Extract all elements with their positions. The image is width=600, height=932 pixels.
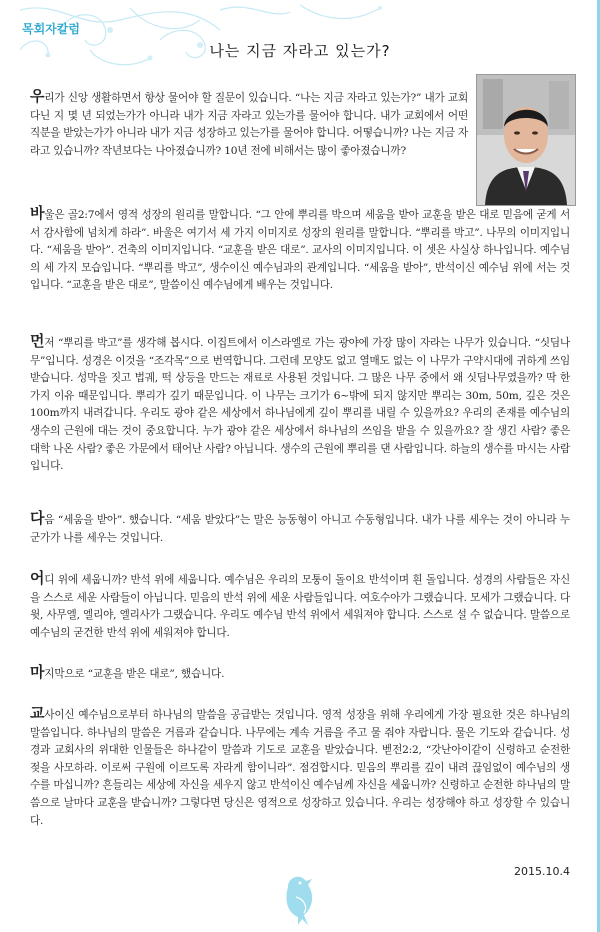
drop-cap: 어 [30, 569, 45, 587]
paragraph-1 [30, 88, 468, 160]
paragraph-text: 음 “세움을 받아”. 했습니다. “세움 받았다”는 말은 능동형이 아니고 수동형입니다. 내가 나를 세우는 것이 아니라 누군가가 나를 세우는 것입니다. [30, 514, 570, 544]
drop-cap: 바 [30, 204, 45, 222]
portrait-image [477, 75, 575, 205]
pastor-photo [476, 74, 576, 206]
paragraph-text: 지막으로 “교훈을 받은 대로”, 했습니다. [44, 668, 225, 680]
drop-cap: 다 [30, 509, 45, 527]
drop-cap: 우 [30, 87, 45, 105]
bird-icon [274, 867, 328, 927]
paragraph-text: 사이신 예수님으로부터 하나님의 말씀을 공급받는 것입니다. 영적 성장을 위해 우리에게 가장 필요한 것은 하나님의 말씀입니다. 하나님의 말씀은 거름과 같습니다. 나무에는 계속 거름을 주고 물 줘야 자랍니다. 물은 기도와 같습니다. 성경과 교회사의 위대한 인물들은 하나같이 말씀과 기도로 교훈을 받았습니다. 벧전2:2, “갓난아이같이 신령하고 순전한 젖을 사모하라. 이로써 구원에 이르도록 자라게 함이니라”. 점검합시다. 믿음의 뿌리를 깊이 내려 끊임없이 예수님의 생수를 마십니까? 흔들리는 세상에 자신을 세우지 않고 반석이신 예수님께 자신을 세웁니까? 신령하고 순전한 하나님의 말씀으로 날마다 교훈을 받습니까? 그렇다면 당신은 영적으로 성장하고 있습니다. 우리는 성장해야 하고 성장할 수 있습니다. [30, 709, 570, 827]
section-label: 목회자칼럼 [22, 22, 80, 36]
paragraph-text: 디 위에 세웁니까? 반석 위에 세웁니다. 예수님은 우리의 모퉁이 돌이요 반석이며 흰 돌입니다. 성경의 사람들은 자신을 스스로 세운 사람들이 아닙니다. 믿음의 반석 위에 세운 사람들입니다. 여호수아가 그랬습니다. 모세가 그랬습니다. 다윗, 사무엘, 엘리야, 엘리사가 그랬습니다. 우리도 예수님 반석 위에서 세워져야 합니다. 스스로 설 수 없습니다. 말씀으로 예수님의 굳건한 반석 위에 세워져야 합니다. [30, 574, 570, 639]
paragraph-5 [30, 570, 570, 642]
page-title: 나는 지금 자라고 있는가? [209, 42, 391, 60]
paragraph-text: 울은 골2:7에서 영적 성장의 원리를 말합니다. “그 안에 뿌리를 박으며 세움을 받아 교훈을 받은 대로 믿음에 굳게 서서 감사함에 넘치게 하라”. 바울은 여기서 세 가지 이미지로 성장의 원리를 말합니다. “뿌리를 박고”. 나무의 이미지입니다. “세움을 받아”. 건축의 이미지입니다. “교훈을 받은 대로”. 교사의 이미지입니다. 이 셋은 사실상 하나입니다. 예수님의 세 가지 모습입니다. “뿌리를 박고”, 생수이신 예수님과의 관계입니다. “세움을 받아”, 반석이신 예수님 위에 서는 것입니다. “교훈을 받은 대로”, 말씀이신 예수님에게 배우는 것입니다. [30, 209, 570, 292]
paragraph-text: 리가 신앙 생활하면서 항상 물어야 할 질문이 있습니다. “나는 지금 자라고 있는가?” 내가 교회 다닌 지 몇 년 되었는가가 아니라 내가 지금 자라고 있는가를 물어야 합니다. 내가 교회에서 어떤 직분을 받았는가가 아니라 내가 지금 성장하고 있는가를 물어야 합니다. 어떻습니까? 나는 지금 자라고 있습니까? 작년보다는 나아졌습니까? 10년 전에 비해서는 많이 좋아졌습니까? [30, 92, 468, 157]
paragraph-text: 저 “뿌리를 박고”를 생각해 봅시다. 이집트에서 이스라엘로 가는 광야에 가장 많이 자라는 나무가 있습니다. “싯딤나무”입니다. 성경은 이것을 “조각목”으로 번역합니다. 그런데 모양도 없고 열매도 없는 이 나무가 구약시대에 귀하게 쓰임 받습니다. 성막을 짓고 법궤, 떡 상등을 만드는 재료로 사용된 것입니다. 그 많은 나무 중에서 왜 싯딤나무였을까? 딱 한 가지 이유 때문입니다. 뿌리가 깊기 때문입니다. 이 나무는 크기가 6~밖에 되지 않지만 뿌리는 30m, 50m, 깊은 것은 100m까지 내려갑니다. 우리도 광야 같은 세상에서 하나님에게 깊이 뿌리를 내릴 수 있을까요? 우리의 존재를 예수님의 생수의 근원에 대는 것이 중요합니다. 누가 광야 같은 세상에서 하나님의 쓰임을 받을 수 있을까요? 잘 생긴 사람? 좋은 대학 나온 사람? 좋은 가문에서 태어난 사람? 아닙니다. 생수의 근원에 뿌리를 댄 사람입니다. 하늘의 생수를 마시는 사람입니다. [30, 337, 570, 473]
paragraph-7 [30, 705, 570, 830]
paragraph-6 [30, 664, 570, 684]
drop-cap: 마 [30, 663, 45, 681]
drop-cap: 교 [30, 704, 45, 722]
drop-cap: 먼 [30, 332, 45, 350]
paragraph-3 [30, 333, 570, 476]
paragraph-2 [30, 205, 570, 295]
paragraph-4 [30, 510, 570, 547]
date-label: 2015.10.4 [514, 865, 570, 878]
